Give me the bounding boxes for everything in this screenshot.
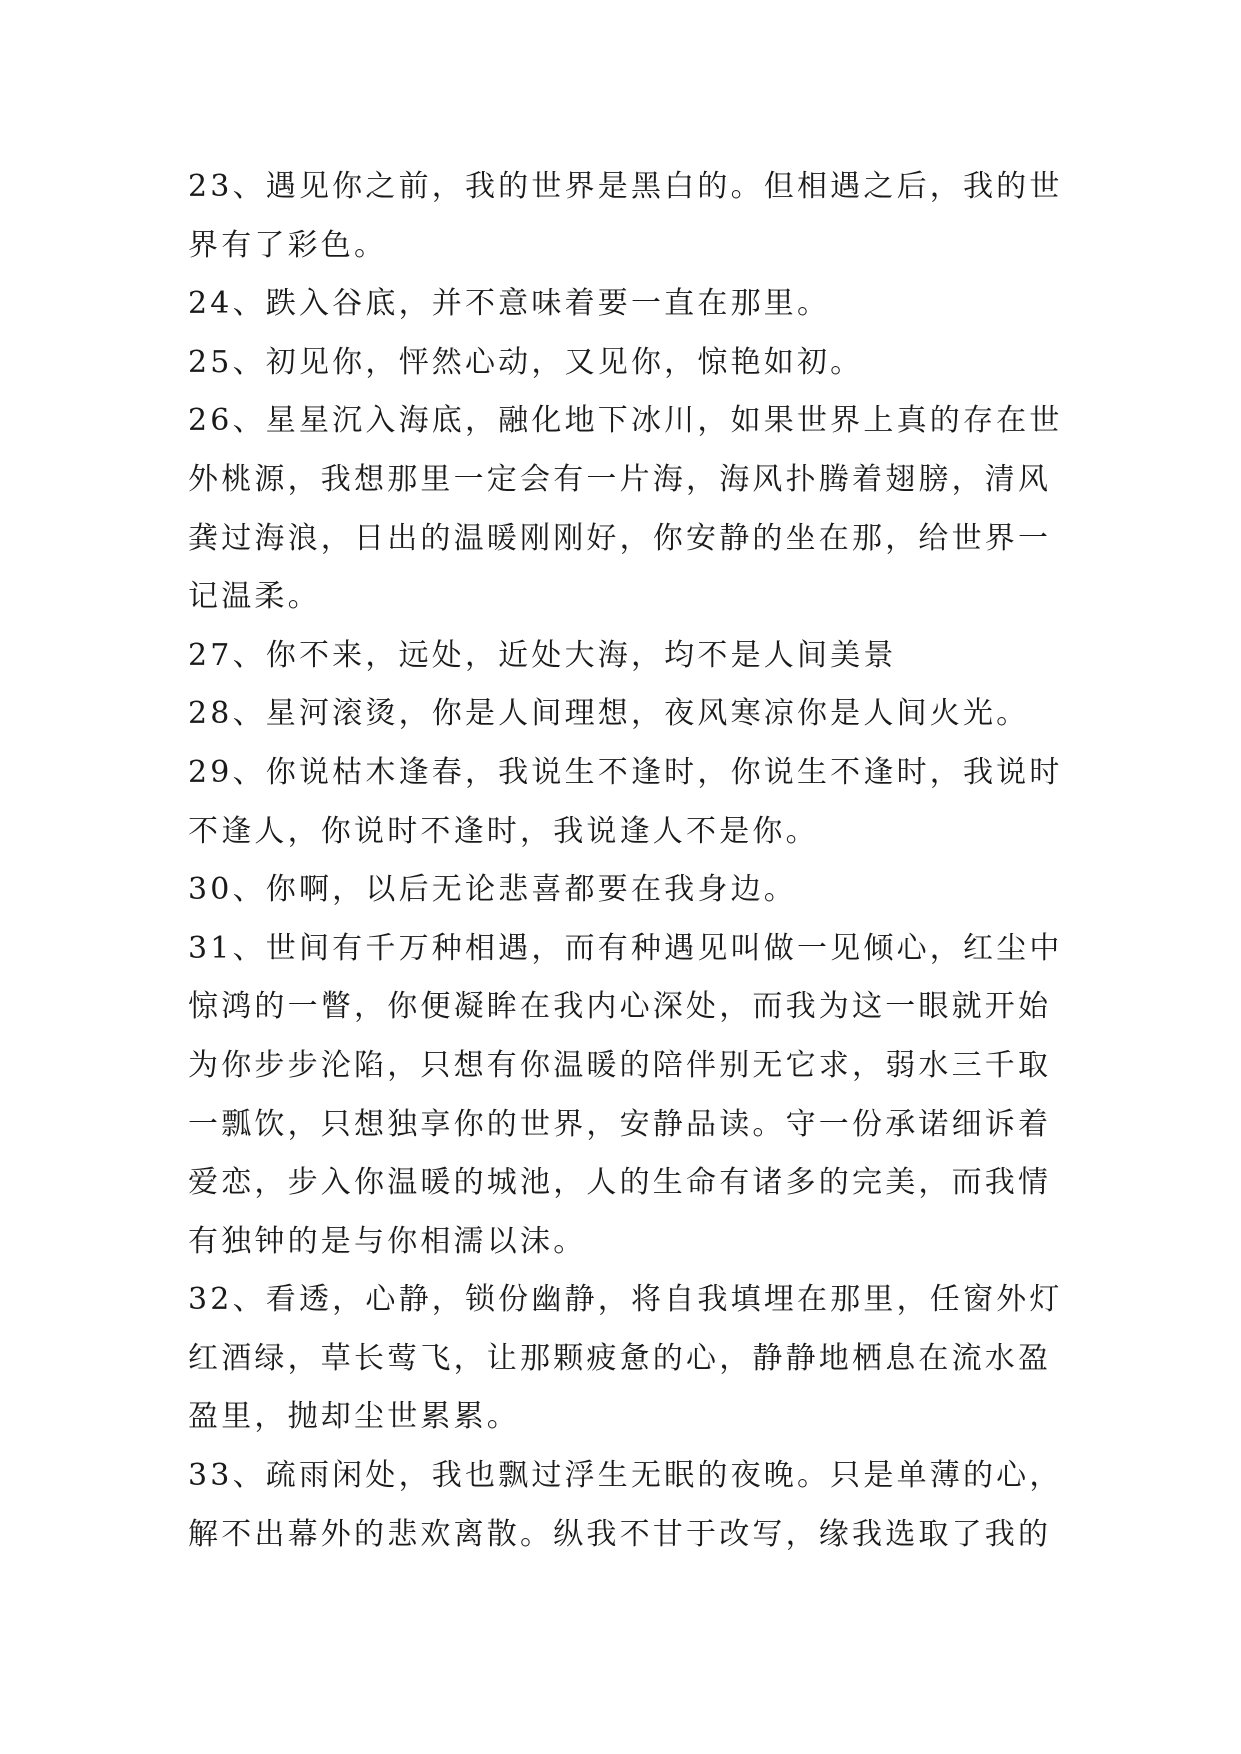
text-line: 界有了彩色。	[188, 227, 388, 263]
text-line: 26、星星沉入海底，融化地下冰川，如果世界上真的存在世	[188, 403, 1063, 439]
text-line: 解不出幕外的悲欢离散。纵我不甘于改写，缘我选取了我的	[188, 1516, 1052, 1552]
text-line: 不逢人，你说时不逢时，我说逢人不是你。	[188, 813, 819, 849]
text-line: 惊鸿的一瞥，你便凝眸在我内心深处，而我为这一眼就开始	[188, 989, 1052, 1025]
text-line: 31、世间有千万种相遇，而有种遇见叫做一见倾心，红尘中	[188, 930, 1063, 966]
text-line: 24、跌入谷底，并不意味着要一直在那里。	[188, 286, 831, 322]
text-line: 红酒绿，草长莺飞，让那颗疲惫的心，静静地栖息在流水盈	[188, 1340, 1052, 1376]
text-line: 30、你啊，以后无论悲喜都要在我身边。	[188, 872, 797, 908]
text-line: 有独钟的是与你相濡以沫。	[188, 1223, 587, 1259]
text-line: 外桃源，我想那里一定会有一片海，海风扑腾着翅膀，清风	[188, 461, 1052, 497]
text-line: 25、初见你，怦然心动，又见你，惊艳如初。	[188, 344, 864, 380]
text-line: 记温柔。	[188, 579, 321, 615]
text-line: 一瓢饮，只想独享你的世界，安静品读。守一份承诺细诉着	[188, 1106, 1052, 1142]
text-line: 爱恋，步入你温暖的城池，人的生命有诸多的完美，而我情	[188, 1165, 1052, 1201]
text-line: 23、遇见你之前，我的世界是黑白的。但相遇之后，我的世	[188, 169, 1063, 204]
text-line: 为你步步沦陷，只想有你温暖的陪伴别无它求，弱水三千取	[188, 1047, 1052, 1083]
document-body	[188, 158, 1068, 1564]
text-line: 龚过海浪，日出的温暖刚刚好，你安静的坐在那，给世界一	[188, 520, 1052, 556]
text-line: 28、星河滚烫，你是人间理想，夜风寒凉你是人间火光。	[188, 696, 1030, 732]
text-line: 27、你不来，远处，近处大海，均不是人间美景	[188, 637, 897, 673]
text-line: 29、你说枯木逢春，我说生不逢时，你说生不逢时，我说时	[188, 754, 1063, 790]
text-line: 33、疏雨闲处，我也飘过浮生无眠的夜晚。只是单薄的心，	[188, 1458, 1063, 1494]
text-line: 盈里，抛却尘世累累。	[188, 1399, 520, 1435]
text-line: 32、看透，心静，锁份幽静，将自我填埋在那里，任窗外灯	[188, 1282, 1063, 1318]
